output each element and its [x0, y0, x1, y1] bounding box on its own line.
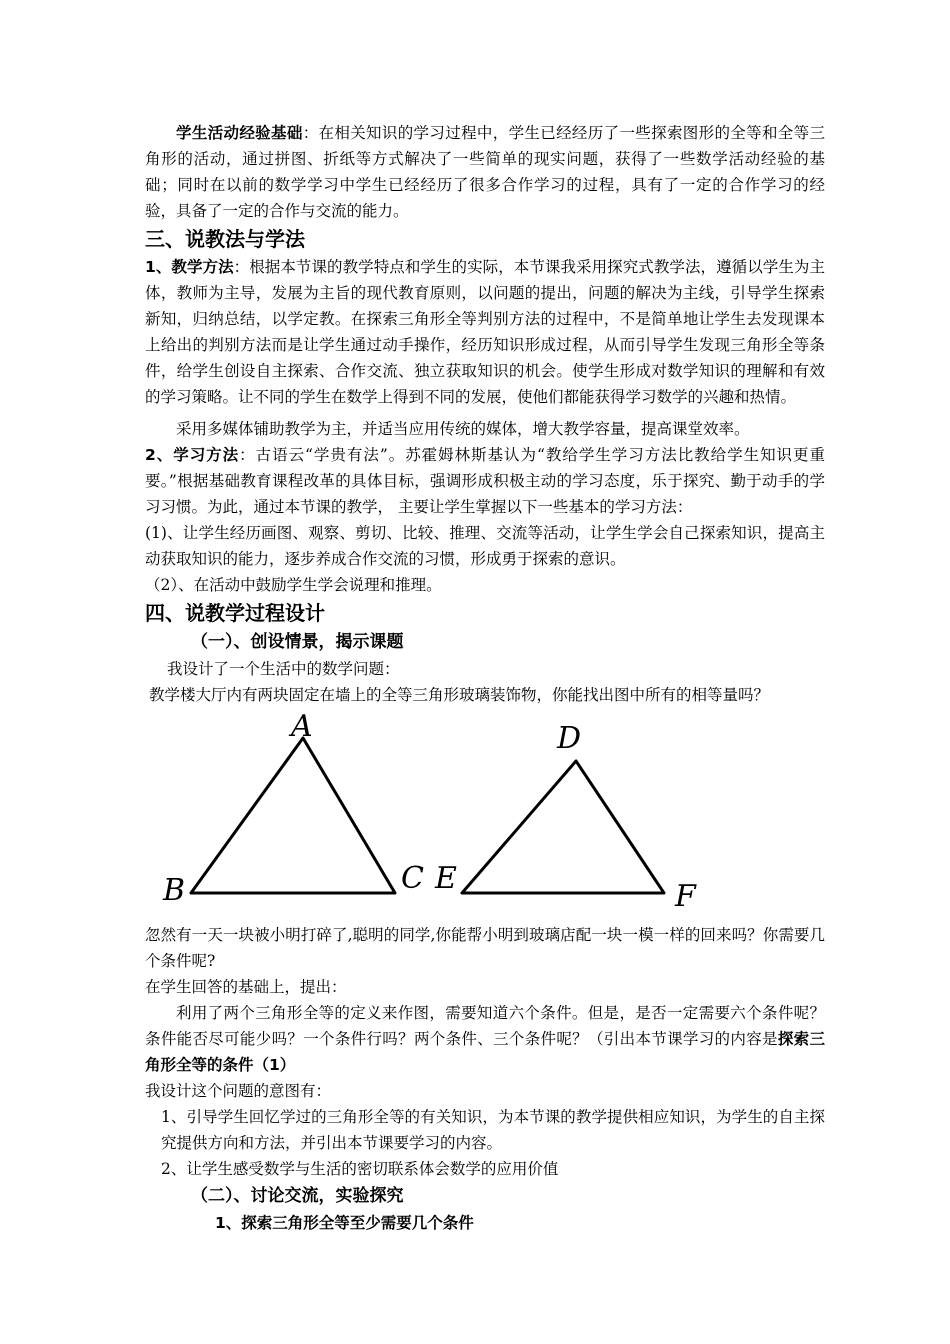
teaching-method-text: ：根据本节课的教学特点和学生的实际，本节课我采用探究式教学法，遵循以学生为主体，教师为主导，发展为主旨的现代教育原则，以问题的提出，问题的解决为主线，引导学生探索新知，归纳总结，以学定教。在探索三角形全等判别方法的过程中，不是简单地让学生去发现课本上给出的判别方法而是让学生通过动手操作，经历知识形成过程，从而引导学生发现三角形全等条件，给学生创设自主探索、合作交流、独立获取知识的机会。使学生形成对数学知识的理解和有效的学习策略。让不同的学生在数学上得到不同的发展，使他们都能获得学习数学的兴趣和热情。: [145, 258, 825, 406]
triangle-abc: [191, 738, 395, 893]
paragraph-media: 采用多媒体铺助教学为主，并适当应用传统的媒体，增大教学容量，提高课堂效率。: [176, 420, 750, 438]
document-page: [145, 120, 825, 1236]
paragraph-intent: 我设计这个问题的意图有：: [145, 1082, 332, 1100]
learning-method-label: 2、学习方法: [145, 446, 240, 464]
paragraph-learning-method: [145, 442, 825, 520]
vertex-label-a: A: [291, 712, 313, 744]
vertex-label-b: B: [163, 873, 186, 908]
triangles-figure: [145, 712, 825, 916]
definition-bold: 探索三角形全等的条件（1）: [145, 1030, 825, 1074]
activity-experience-text: ：在相关知识的学习过程中，学生已经经历了一些探索图形的全等和全等三角形的活动，通过拼图、折纸等方式解决了一些简单的现实问题，获得了一些数学活动经验的基础；同时在以前的数学学习中学生已经经历了很多合作学习的过程，具有了一定的合作学习的经验，具备了一定的合作与交流的能力。: [145, 124, 825, 220]
intent-item-1: 1、引导学生回忆学过的三角形全等的有关知识，为本节课的教学提供相应知识，为学生的自主探究提供方向和方法，并引出本节课要学习的内容。: [161, 1108, 825, 1152]
paragraph-broken: 忽然有一天一块被小明打碎了,聪明的同学,你能帮小明到玻璃店配一块一模一样的回来吗？你需要几个条件呢?: [145, 926, 825, 970]
activity-experience-label: 学生活动经验基础: [176, 124, 303, 142]
subsection-1-title: （一）、创设情景，揭示课题: [191, 632, 404, 652]
paragraph-question: 教学楼大厅内有两块固定在墙上的全等三角形玻璃装饰物，你能找出图中所有的相等量吗？: [149, 686, 770, 704]
vertex-label-d: D: [557, 721, 582, 756]
learning-method-text: ：古语云“学贵有法”。苏霍姆林斯基认为“教给学生学习方法比教给学生知识更重要。”根据基础教育课程改革的具体目标，强调形成积极主动的学习态度，乐于探究、勤于动手的学习习惯。为此，通过本节课的教学， 主要让学生掌握以下一些基本的学习方法：: [145, 446, 825, 516]
vertex-label-f: F: [675, 879, 696, 914]
paragraph-activity-experience: [145, 120, 825, 224]
paragraph-intro: 我设计了一个生活中的数学问题：: [167, 660, 400, 678]
learning-method-item-2: （2）、在活动中鼓励学生学会说理和推理。: [145, 576, 442, 594]
paragraph-answer-base: 在学生回答的基础上，提出：: [145, 978, 347, 996]
vertex-label-e: E: [435, 861, 457, 896]
vertex-label-c: C: [401, 861, 424, 896]
section3-title: 三、说教法与学法: [145, 227, 305, 251]
paragraph-teaching-method: [145, 254, 825, 410]
triangles-svg: [145, 712, 825, 916]
triangle-def: [462, 761, 664, 893]
subsection-2-title: （二）、讨论交流，实验探究: [191, 1186, 404, 1206]
subsection-2-item-1: 1、探索三角形全等至少需要几个条件: [215, 1214, 474, 1232]
intent-item-2: 2、让学生感受数学与生活的密切联系体会数学的应用价值: [161, 1160, 559, 1178]
paragraph-definition: [145, 1000, 825, 1078]
teaching-method-label: 1、教学方法: [145, 258, 234, 276]
section4-title: 四、说教学过程设计: [145, 601, 325, 625]
definition-text: 利用了两个三角形全等的定义来作图，需要知道六个条件。但是，是否一定需要六个条件呢？条件能否尽可能少吗？一个条件行吗？两个条件、三个条件呢？（引出本节课学习的内容是: [145, 1004, 825, 1048]
learning-method-item-1: (1)、让学生经历画图、观察、剪切、比较、推理、交流等活动，让学生学会自己探索知识，提高主动获取知识的能力，逐步养成合作交流的习惯，形成勇于探索的意识。: [145, 524, 825, 568]
